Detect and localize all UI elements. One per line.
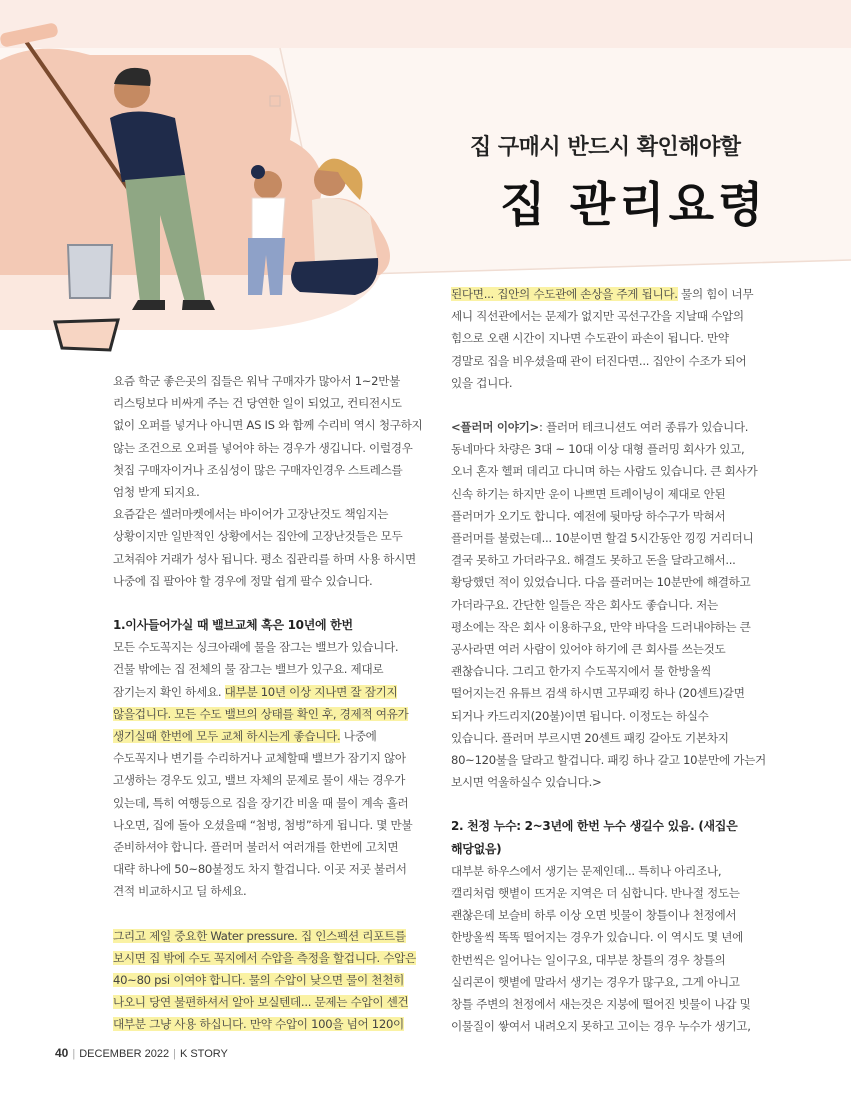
text-line bbox=[113, 747, 431, 769]
text-run: 세니 직선관에서는 문제가 없지만 곡선구간을 지날때 수압의 bbox=[451, 309, 744, 324]
text-line bbox=[113, 858, 431, 880]
text-run: 없이 오퍼를 넣거나 아니면 AS IS 와 함께 수리비 역시 청구하지 bbox=[113, 418, 423, 433]
girl-hair-bun bbox=[251, 165, 265, 179]
section-heading bbox=[451, 838, 771, 860]
text-line bbox=[113, 703, 431, 725]
highlighted-text: 그리고 제일 중요한 Water pressure. 집 인스펙션 리포트를 bbox=[113, 928, 406, 943]
text-run: 플러머가 오기도 합니다. 예전에 뒷마당 하수구가 막혀서 bbox=[451, 508, 726, 523]
text-line bbox=[451, 860, 771, 882]
text-run: 보시면 억울하실수 있습니다.> bbox=[451, 775, 602, 790]
text-run: 견적 비교하시고 딜 하세요. bbox=[113, 884, 247, 899]
text-line bbox=[113, 414, 431, 436]
text-line bbox=[113, 636, 431, 658]
text-line bbox=[451, 549, 771, 571]
text-line bbox=[451, 993, 771, 1015]
text-run: 80~120불을 달라고 할겁니다. 패킹 하나 갈고 10분만에 가는거 bbox=[451, 753, 766, 768]
text-line bbox=[113, 548, 431, 570]
text-run: 있는데, 특히 여행등으로 집을 장기간 비울 때 물이 계속 흘러 bbox=[113, 795, 409, 810]
text-run: <플러머 이야기> bbox=[451, 420, 539, 435]
text-line bbox=[451, 438, 771, 460]
text-run: 나중에 집 팔아야 할 경우에 정말 쉽게 팔수 있습니다. bbox=[113, 573, 373, 588]
text-line bbox=[451, 416, 771, 438]
text-run: 괜찮습니다. 그리고 한가지 수도꼭지에서 물 한방울씩 bbox=[451, 664, 712, 679]
text-run: 엄청 받게 되지요. bbox=[113, 485, 200, 500]
text-line bbox=[113, 459, 431, 481]
text-line bbox=[113, 947, 431, 969]
text-line bbox=[451, 949, 771, 971]
text-line bbox=[113, 792, 431, 814]
footer-divider: | bbox=[173, 1048, 176, 1060]
text-line bbox=[451, 1015, 771, 1037]
text-line bbox=[451, 571, 771, 593]
text-run: 상황이지만 일반적인 상황에서는 집안에 고장난것들은 모두 bbox=[113, 529, 403, 544]
text-line bbox=[451, 882, 771, 904]
highlighted-text: 40~80 psi 이여야 합니다. 물의 수압이 낮으면 물이 천천히 bbox=[113, 973, 405, 988]
text-run: 이물질이 쌓여서 내려오지 못하고 고이는 경우 누수가 생기고, bbox=[451, 1019, 751, 1034]
text-line bbox=[113, 481, 431, 503]
text-run: 되거나 카드리지(20불)이면 됩니다. 이정도는 하실수 bbox=[451, 708, 709, 723]
text-run: 모든 수도꼭지는 싱크아래에 물을 잠그는 밸브가 있습니다. bbox=[113, 640, 399, 655]
text-run: 않는 조건으로 오퍼를 넣어야 하는 경우가 생깁니다. 이럴경우 bbox=[113, 440, 413, 455]
text-line bbox=[113, 503, 431, 525]
text-line bbox=[451, 926, 771, 948]
pink-background bbox=[0, 0, 851, 48]
text-line bbox=[113, 370, 431, 392]
text-line bbox=[113, 991, 431, 1013]
text-run: 나오면, 집에 돌아 오셨을때 “첨벙, 첨벙”하게 됩니다. 몇 만불 bbox=[113, 817, 413, 832]
page-footer bbox=[55, 1046, 228, 1060]
highlighted-text: 된다면... 집안의 수도관에 손상을 주게 됩니다. bbox=[451, 287, 678, 301]
text-run: 고쳐줘야 거래가 성사 됩니다. 평소 집관리를 하며 사용 하시면 bbox=[113, 551, 416, 566]
text-line bbox=[451, 305, 771, 327]
text-run: 대부분 하우스에서 생기는 문제인데... 특히나 아리조나, bbox=[451, 863, 722, 878]
dad-shirt bbox=[110, 112, 185, 183]
text-line bbox=[113, 814, 431, 836]
highlighted-text: 보시면 집 밖에 수도 꼭지에서 수압을 측정을 할겁니다. 수압은 bbox=[113, 950, 416, 965]
text-line bbox=[113, 658, 431, 680]
text-run: 결국 못하고 가더라구요. 해결도 못하고 돈을 달라고해서... bbox=[451, 553, 736, 568]
text-line bbox=[451, 350, 771, 372]
paragraph-gap bbox=[451, 394, 771, 416]
paint-tray bbox=[55, 320, 118, 350]
text-run: 고생하는 경우도 있고, 밸브 자체의 문제로 물이 새는 경우가 bbox=[113, 773, 406, 788]
text-run: 1.이사들어가실 때 밸브교체 혹은 10년에 한번 bbox=[113, 618, 353, 633]
text-line bbox=[451, 660, 771, 682]
text-run: : 플러머 테크니션도 여러 종류가 있습니다. bbox=[538, 420, 749, 435]
text-line bbox=[113, 836, 431, 858]
article-title: 집 관리요령 bbox=[500, 178, 768, 233]
text-line bbox=[451, 483, 771, 505]
text-line bbox=[113, 969, 431, 991]
text-line bbox=[451, 705, 771, 727]
text-line bbox=[451, 594, 771, 616]
text-run: 있습니다. 플러머 부르시면 20센트 패킹 갈아도 기본차지 bbox=[451, 730, 729, 745]
text-run: 캘리처럼 햇볕이 뜨거운 지역은 더 심합니다. 반나절 정도는 bbox=[451, 886, 740, 901]
left-column bbox=[113, 370, 431, 1036]
paragraph-gap bbox=[451, 793, 771, 815]
text-run: 2. 천정 누수: 2~3년에 한번 누수 생길수 있음. (새집은 bbox=[451, 819, 738, 834]
issue-date: DECEMBER 2022 bbox=[79, 1048, 170, 1060]
text-run: 나중에 bbox=[340, 729, 377, 744]
text-line bbox=[451, 682, 771, 704]
page-number: 40 bbox=[55, 1046, 69, 1060]
section-heading bbox=[113, 614, 431, 636]
text-run: 경말로 집을 비우셨을때 관이 터진다면... 집안이 수조가 되어 bbox=[451, 353, 747, 368]
text-run: 신속 하기는 하지만 운이 나쁘면 트레이닝이 제대로 안된 bbox=[451, 486, 726, 501]
text-line bbox=[113, 725, 431, 747]
text-run: 요즘같은 셀러마켓에서는 바이어가 고장난것도 책임지는 bbox=[113, 507, 389, 522]
text-run: 리스팅보다 비싸게 주는 건 당연한 일이 되었고, 컨티전시도 bbox=[113, 396, 402, 411]
text-line bbox=[113, 525, 431, 547]
text-run: 한번씩은 일어나는 일이구요, 대부분 창틀의 경우 창틀의 bbox=[451, 952, 726, 967]
right-column bbox=[451, 283, 771, 1038]
highlighted-text: 않을겁니다. 모든 수도 밸브의 상태를 확인 후, 경제적 여유가 bbox=[113, 706, 409, 721]
paint-bucket bbox=[68, 245, 112, 298]
text-line bbox=[113, 925, 431, 947]
text-line bbox=[451, 283, 771, 305]
text-run: 떨어지는건 유튜브 검색 하시면 고무패킹 하나 (20센트)갈면 bbox=[451, 686, 745, 701]
text-run: 황당했던 적이 있었습니다. 다음 플러머는 10분만에 해결하고 bbox=[451, 575, 751, 590]
text-run: 플러머를 불렀는데... 10분이면 할걸 5시간동안 낑낑 거리더니 bbox=[451, 531, 754, 546]
text-run: 오너 혼자 헬퍼 데리고 다니며 하는 사람도 있습니다. 큰 회사가 bbox=[451, 464, 758, 479]
text-line bbox=[113, 681, 431, 703]
text-line bbox=[451, 460, 771, 482]
girl-shirt bbox=[252, 198, 285, 240]
text-run: 수도꼭지나 변기를 수리하거나 교체할때 밸브가 잠기지 않아 bbox=[113, 751, 406, 766]
footer-divider: | bbox=[72, 1048, 76, 1060]
text-run: 괜찮은데 보슬비 하루 이상 오면 빗물이 창틀이나 천정에서 bbox=[451, 908, 737, 923]
text-run: 공사라면 여러 사람이 있어야 하기에 큰 회사를 쓰는것도 bbox=[451, 642, 726, 657]
paragraph-gap bbox=[113, 903, 431, 925]
text-line bbox=[451, 727, 771, 749]
text-run: 한방울씩 똑똑 떨어지는 경우가 있습니다. 이 역시도 몇 년에 bbox=[451, 930, 744, 945]
highlighted-text: 대부분 10년 이상 지나면 잘 잠기지 bbox=[224, 684, 398, 699]
section-heading bbox=[451, 815, 771, 837]
text-run: 힘으로 오랜 시간이 지나면 수도관이 파손이 됩니다. 만약 bbox=[451, 331, 729, 346]
text-run: 창틀 주변의 천정에서 새는것은 지붕에 떨어진 빗물이 나갑 및 bbox=[451, 997, 751, 1012]
text-line bbox=[113, 570, 431, 592]
mom-pants bbox=[291, 258, 378, 295]
text-line bbox=[113, 880, 431, 902]
highlighted-text: 생기실때 한번에 모두 교체 하시는게 좋습니다. bbox=[113, 729, 341, 744]
text-line bbox=[451, 616, 771, 638]
text-line bbox=[451, 527, 771, 549]
text-line bbox=[451, 771, 771, 793]
magazine-name: K STORY bbox=[179, 1048, 228, 1060]
text-line bbox=[113, 437, 431, 459]
text-run: 해당없음) bbox=[451, 841, 502, 856]
text-line bbox=[451, 749, 771, 771]
highlighted-text: 대부분 그냥 사용 하십니다. 만약 수압이 100을 넘어 120이 bbox=[113, 1017, 404, 1032]
highlighted-text: 나오니 당연 불편하셔서 알아 보실텐데... 문제는 수압이 센건 bbox=[113, 995, 409, 1010]
text-line bbox=[451, 971, 771, 993]
text-run: 있을 겁니다. bbox=[451, 375, 513, 390]
text-line bbox=[113, 769, 431, 791]
text-run: 요즘 학군 좋은곳의 집들은 워낙 구매자가 많아서 1~2만불 bbox=[113, 374, 401, 388]
text-line bbox=[451, 505, 771, 527]
text-line bbox=[451, 327, 771, 349]
text-run: 실리콘이 햇볕에 말라서 생기는 경우가 많구요, 그게 아니고 bbox=[451, 974, 740, 989]
text-line bbox=[451, 372, 771, 394]
text-run: 준비하셔야 합니다. 플러머 불러서 여러개를 한번에 고치면 bbox=[113, 840, 399, 855]
text-run: 대략 하나에 50~80불정도 차지 할겁니다. 이곳 저곳 불러서 bbox=[113, 862, 407, 877]
text-run: 평소에는 작은 회사 이용하구요, 만약 바닥을 드러내야하는 큰 bbox=[451, 619, 751, 634]
text-line bbox=[113, 392, 431, 414]
text-line bbox=[451, 904, 771, 926]
text-run: 동네마다 차량은 3대 ~ 10대 이상 대형 플러밍 회사가 있고, bbox=[451, 442, 745, 457]
text-run: 잠기는지 확인 하세요. bbox=[113, 684, 225, 699]
paragraph-gap bbox=[113, 592, 431, 614]
text-run: 건물 밖에는 집 전체의 물 잠그는 밸브가 있구요. 제대로 bbox=[113, 662, 384, 677]
text-line bbox=[113, 1013, 431, 1035]
text-run: 가더라구요. 간단한 일들은 작은 회사도 좋습니다. 저는 bbox=[451, 597, 718, 612]
article-subtitle: 집 구매시 반드시 확인해야할 bbox=[470, 135, 741, 160]
text-line bbox=[451, 638, 771, 660]
text-run: 물의 힘이 너무 bbox=[677, 287, 754, 301]
text-run: 첫집 구매자이거나 조심성이 많은 구매자인경우 스트레스를 bbox=[113, 462, 403, 477]
